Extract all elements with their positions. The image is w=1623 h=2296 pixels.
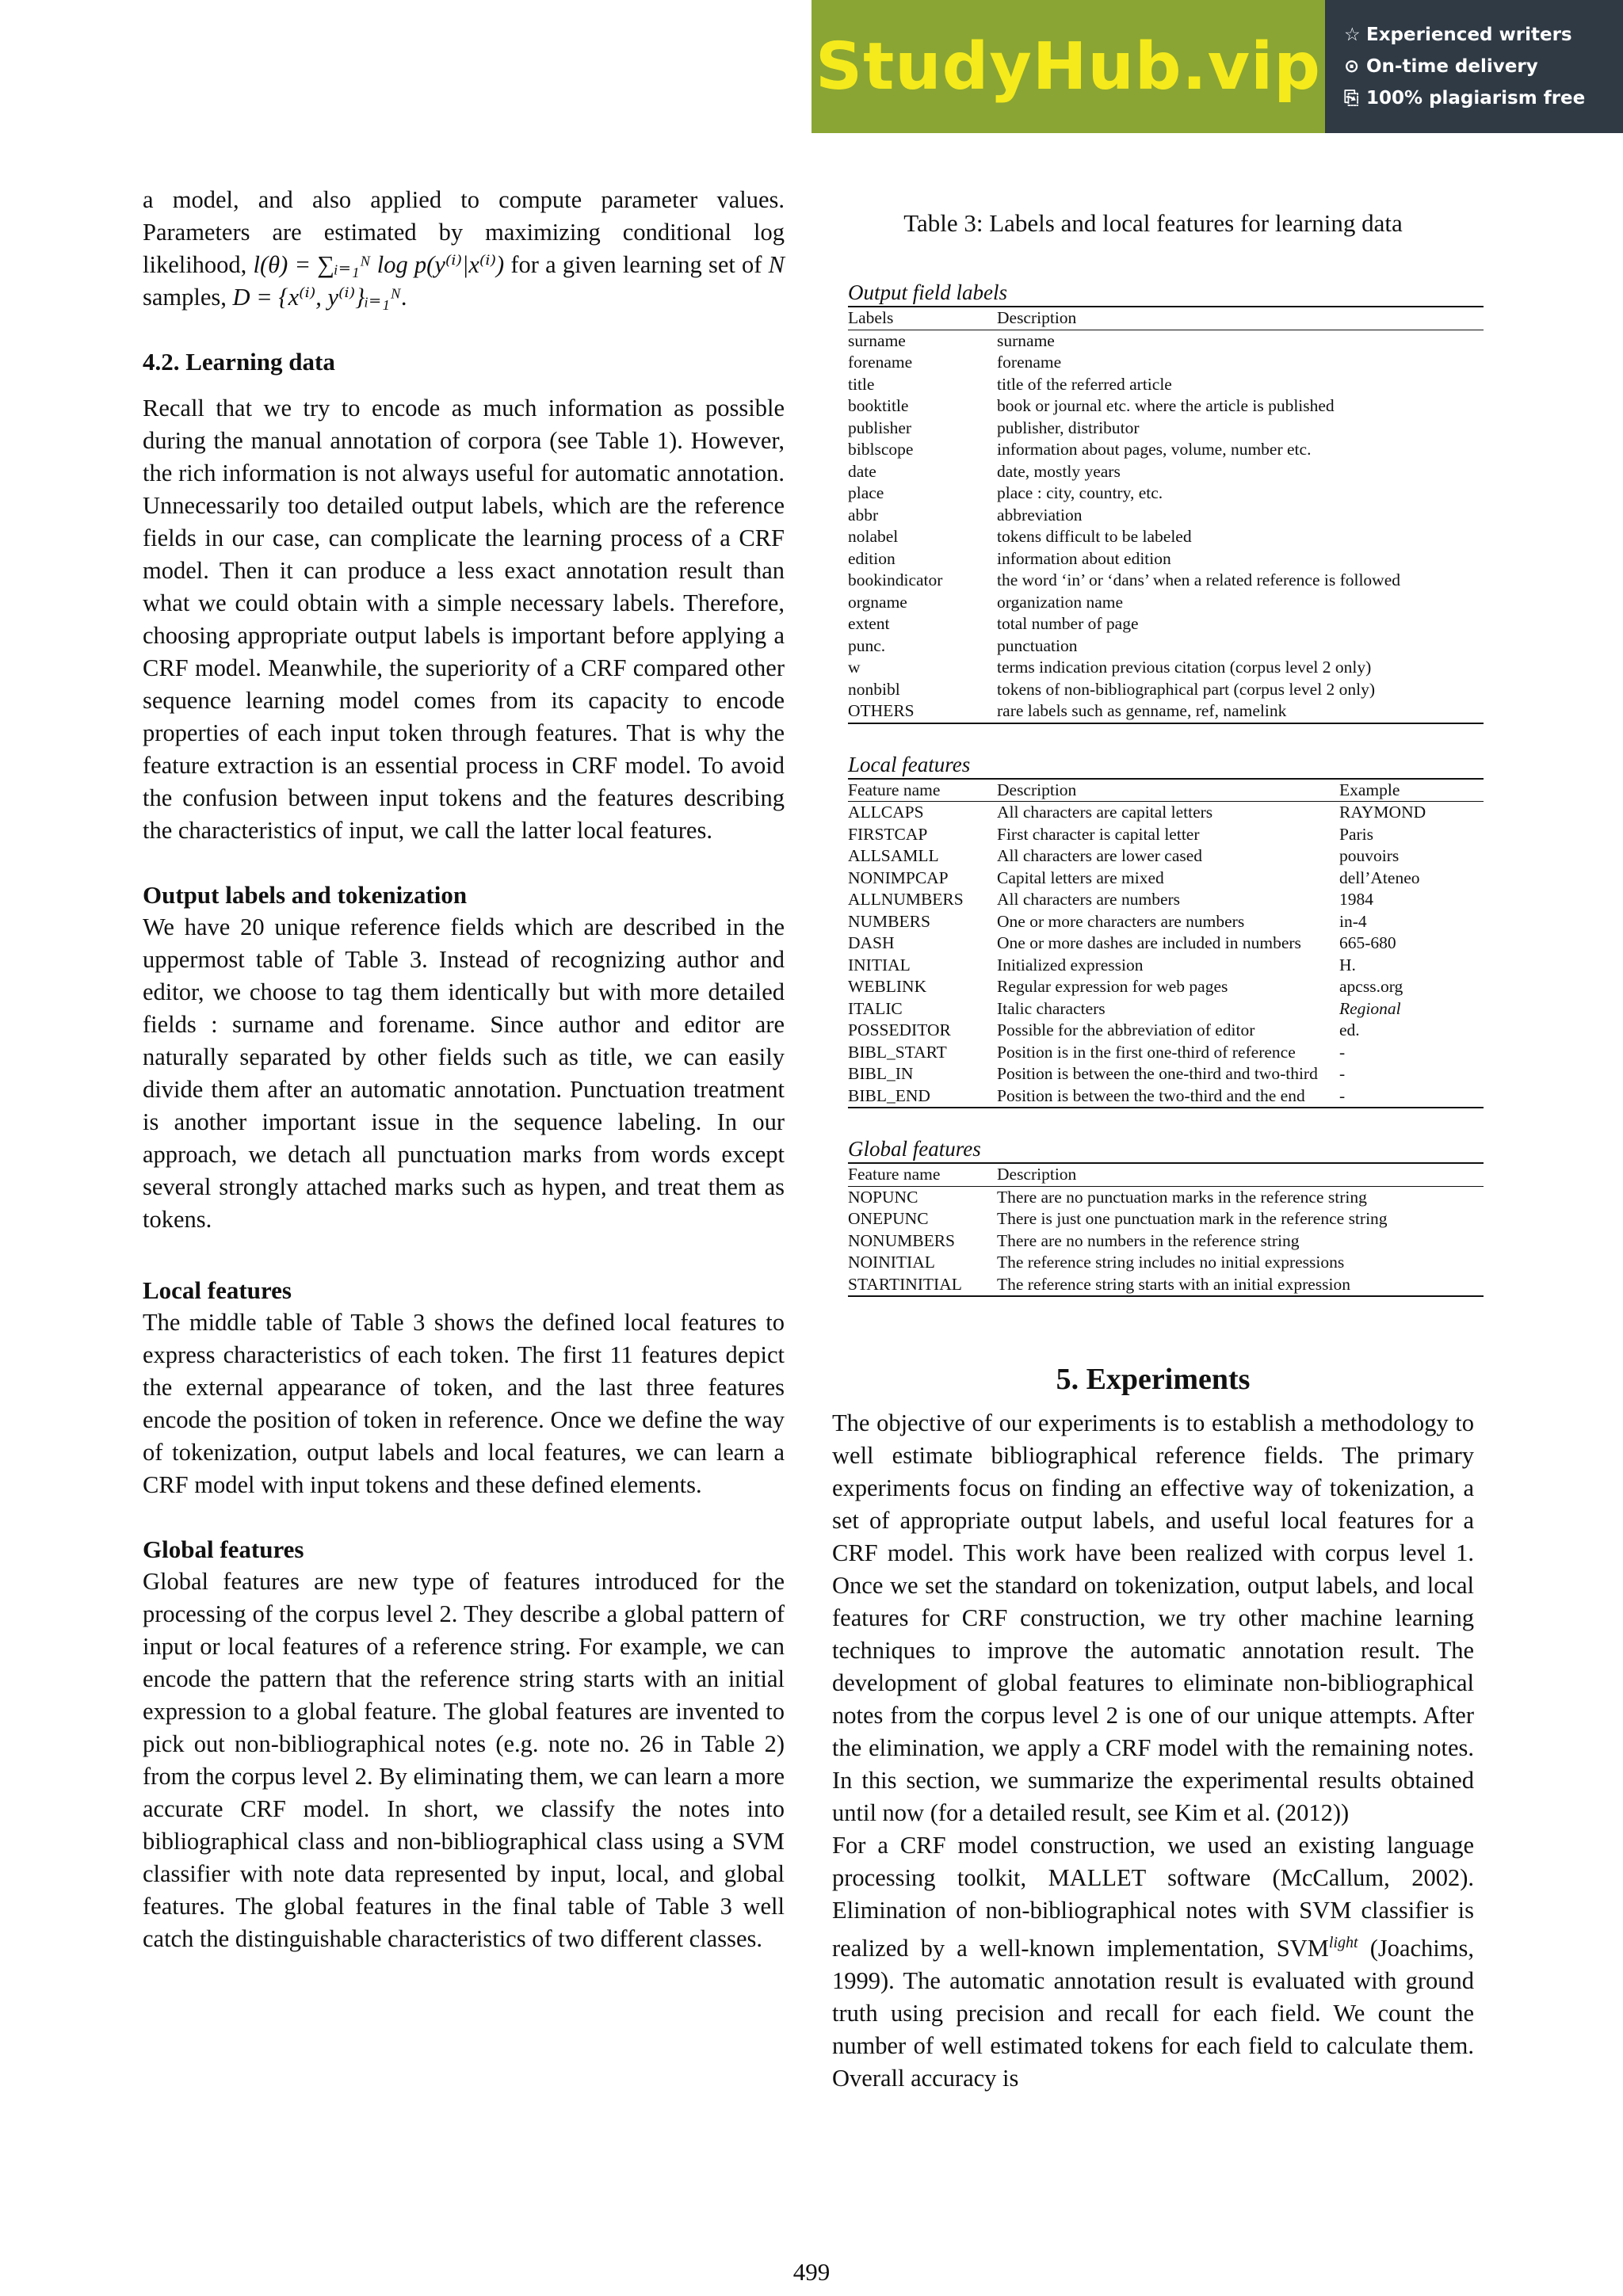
table-cell: punctuation [997,635,1078,655]
table-row [848,1252,1484,1274]
table-cell: RAYMOND [1339,803,1426,822]
table-cell: surname [848,330,906,350]
table-cell: WEBLINK [848,977,927,996]
table-cell: in-4 [1339,911,1367,931]
table-cell: - [1339,1042,1346,1062]
table-cell: POSSEDITOR [848,1020,951,1039]
subheading-output-labels: Output labels and tokenization [143,881,468,909]
table-cell: Paris [1339,824,1373,844]
local-features-table [848,751,1484,1109]
table-row [848,592,1484,614]
table-cell: rare labels such as genname, ref, namelink [997,700,1484,723]
table-cell: pouvoirs [1339,846,1400,865]
table-row [848,1042,1484,1064]
table-cell: w [848,658,861,677]
table-row [848,395,1484,418]
table-cell: nonbibl [848,679,900,699]
table-cell: nolabel [848,527,899,546]
table-cell: tokens of non-bibliographical part (corpus level 2 only) [997,679,1376,699]
table-row [848,889,1484,911]
table-cell: total number of page [997,614,1139,633]
table-row [848,439,1484,461]
table-cell: BIBL_END [848,1085,997,1108]
table-cell: publisher [848,418,912,437]
table-row [848,482,1484,505]
table-cell: INITIAL [848,955,911,974]
table-cell: There are no punctuation marks in the reference string [997,1187,1367,1207]
table-row [848,330,1484,352]
table-caption: Table 3: Labels and local features for learning data [903,209,1403,237]
table-row [848,1186,1484,1208]
output-labels-table [848,279,1484,724]
local-features-paragraph: The middle table of Table 3 shows the defined local features to express characteristics of each token. The first 11 features depict the external appearance of token, and the last three features encode the position of token in reference. Once we define the way of tokenization, output labels and local features, we can learn a CRF model with input tokens and these defined elements. [143,1309,785,1498]
table-row [848,679,1484,701]
table-cell: H. [1339,955,1356,974]
table-cell: STARTINITIAL [848,1274,997,1297]
table-cell: Regional [1339,998,1401,1018]
table-cell: place [848,483,884,502]
table-cell: apcss.org [1339,977,1403,996]
output-labels-paragraph: We have 20 unique reference fields which are described in the uppermost table of Table 3. Instead of recognizing author and editor, we choose to tag them identically but with more detailed fields : surname and forename. Since author and editor are naturally separated by other fields such as title, we can easily divide them after an automatic annotation. Punctuation treatment is another important issue in the sequence labeling. In our approach, we detach all punctuation marks from words except several strongly attached marks such as hypen, and treat them as tokens. [143,913,785,1233]
table-cell: book or journal etc. where the article is published [997,396,1335,415]
subheading-local-features: Local features [143,1276,292,1304]
table-cell: DASH [848,933,895,952]
table-cell: ed. [1339,1020,1360,1039]
table-row [848,1208,1484,1230]
global-features-paragraph: Global features are new type of features introduced for the processing of the corpus level 2. They describe a global pattern of input or local features of a reference string. For example, we can encode the pattern that the reference string starts with an initial expression to a global feature. The global features are invented to pick out non-bibliographical notes (e.g. note no. 26 in Table 2) from the corpus level 2. By eliminating them, we can learn a more accurate CRF model. In short, we classify the notes into bibliographical class and non-bibliographical class using a SVM classifier with note data represented by input, local, and global features. The global features in the final table of Table 3 well catch the distinguishable characteristics of two different classes. [143,1568,785,1952]
table-cell: booktitle [848,396,909,415]
table-cell: The reference string starts with an initial expression [997,1274,1484,1297]
table-cell: terms indication previous citation (corpus level 2 only) [997,658,1372,677]
table-cell: All characters are lower cased [997,846,1203,865]
column-header: Description [997,1164,1484,1186]
table-row [848,1230,1484,1253]
table-section-title: Local features [848,751,1484,780]
table-cell: - [1339,1085,1484,1108]
table-cell: title of the referred article [997,374,1172,394]
table-cell: bookindicator [848,570,943,589]
table-cell: ITALIC [848,998,903,1018]
table-row [848,613,1484,635]
table-section-title: Global features [848,1135,1484,1164]
table-cell: - [1339,1064,1346,1083]
table-cell: One or more characters are numbers [997,911,1245,931]
table-row [848,352,1484,374]
table-cell: ALLSAMLL [848,846,939,865]
left-column [143,184,785,1955]
table-cell: FIRSTCAP [848,824,928,844]
experiments-paragraph-1: The objective of our experiments is to establish a methodology to well estimate bibliographical reference fields. The primary experiments focus on finding an effective way of tokenization, a set of appropriate output labels, and useful local features for a CRF model. This work have been realized with corpus level 1. Once we set the standard on tokenization, output labels, and local features for CRF construction, we try other machine learning techniques to improve the automatic annotation result. The development of global features to eliminate non-bibliographical notes from the corpus level 2 is one of our unique attempts. After the elimination, we apply a CRF model with the remaining notes. In this section, we summarize the experimental results obtained until now (for a detailed result, see Kim et al. (2012)) [832,1409,1474,1826]
table-cell: NUMBERS [848,911,930,931]
table-row [848,570,1484,592]
table-cell: Position is between the two-third and the end [997,1085,1339,1108]
table-cell: information about edition [997,548,1171,568]
table-cell: There are no numbers in the reference string [997,1230,1300,1250]
section-heading-learning-data: 4.2. Learning data [143,348,335,376]
table-row [848,1020,1484,1042]
table-cell: BIBL_START [848,1042,947,1062]
table-cell: Capital letters are mixed [997,868,1164,887]
studyhub-banner[interactable] [812,0,1623,133]
table-cell: ALLCAPS [848,803,924,822]
table-row [848,1274,1484,1297]
table-row [848,461,1484,483]
table-cell: abbr [848,505,879,524]
table-cell: Regular expression for web pages [997,977,1228,996]
table-cell: Possible for the abbreviation of editor [997,1020,1255,1039]
table-row [848,526,1484,548]
table-row [848,700,1484,723]
table-row [848,976,1484,998]
table-cell: NONUMBERS [848,1230,955,1250]
table-cell: Italic characters [997,998,1106,1018]
table-cell: title [848,374,875,394]
table-cell: abbreviation [997,505,1083,524]
table-cell: ALLNUMBERS [848,890,964,909]
banner-feature: ☆ Experienced writers [1344,19,1623,51]
banner-features [1325,0,1623,133]
table-cell: Position is in the first one-third of reference [997,1042,1296,1062]
table-cell: forename [997,353,1062,372]
table-row [848,374,1484,396]
banner-feature: ⎘ 100% plagiarism free [1344,82,1623,114]
table-cell: 1984 [1339,890,1373,909]
table-cell: biblscope [848,440,914,459]
column-header: Description [997,780,1339,802]
global-features-table [848,1135,1484,1297]
table-cell: 665-680 [1339,933,1396,952]
table-cell: forename [848,353,913,372]
table-row [848,657,1484,679]
banner-logo-area [812,0,1325,133]
document-check-icon: ⎘ [1344,88,1359,109]
table-row [848,868,1484,890]
table-cell: extent [848,614,890,633]
table-row [848,845,1484,868]
table-cell: There is just one punctuation mark in the reference string [997,1209,1388,1228]
table-cell: date, mostly years [997,461,1121,481]
table-section-title: Output field labels [848,279,1484,307]
column-header: Example [1339,780,1484,802]
table-cell: All characters are numbers [997,890,1181,909]
table-row [848,911,1484,933]
table-cell: surname [997,330,1055,350]
table-cell: All characters are capital letters [997,803,1213,822]
section-title-experiments: 5. Experiments [1056,1363,1251,1396]
experiments-paragraph-2: For a CRF model construction, we used an existing language processing toolkit, MALLET software (McCallum, 2002). Elimination of non-bibliographical notes with SVM classifier is realized by a well-known implementation, $SVM^{light}$ (Joachims, 1999). The automatic annotation result is evaluated with ground truth using precision and recall for each field. We count the number of well estimated tokens for each field to calculate them. Overall accuracy is [832,1832,1474,2092]
table-cell: edition [848,548,896,568]
table-cell: One or more dashes are included in numbers [997,933,1301,952]
table-row [848,933,1484,955]
table-cell: date [848,461,876,481]
table-row [848,802,1484,824]
table-3 [848,279,1484,1324]
right-column [832,1407,1474,2095]
clock-icon: ⊙ [1344,56,1360,77]
studyhub-logo: StudyHub.vip [815,29,1321,105]
star-icon: ☆ [1344,25,1361,45]
table-cell: dell’Ateneo [1339,868,1420,887]
table-cell: publisher, distributor [997,418,1140,437]
table-cell: orgname [848,592,907,612]
table-row [848,505,1484,527]
intro-paragraph: a model, and also applied to compute parameter values. Parameters are estimated by maximizing conditional log likelihood, l(θ) = ∑ᵢ₌₁ᴺ log p(y⁽ⁱ⁾|x⁽ⁱ⁾) for a given learning set of N samples, D = {x⁽ⁱ⁾, y⁽ⁱ⁾}ᵢ₌₁ᴺ. [143,186,785,311]
table-cell: NOPUNC [848,1187,918,1207]
table-row [848,955,1484,977]
table-cell: First character is capital letter [997,824,1200,844]
table-cell: The reference string includes no initial expressions [997,1253,1345,1272]
table-cell: NOINITIAL [848,1253,935,1272]
table-cell: Position is between the one-third and two-third [997,1064,1318,1083]
table-cell: ONEPUNC [848,1209,929,1228]
learning-data-paragraph: Recall that we try to encode as much information as possible during the manual annotation of corpora (see Table 1). However, the rich information is not always useful for automatic annotation. Unnecessarily too detailed output labels, which are the reference fields in our case, can complicate the learning process of a CRF model. Then it can produce a less exact annotation result than what we could obtain with a simple necessary labels. Therefore, choosing appropriate output labels is important before applying a CRF model. Meanwhile, the superiority of a CRF compared other sequence learning model comes from its capacity to encode properties of each input token through features. That is why the feature extraction is an essential process in CRF model. To avoid the confusion between input tokens and the features describing the characteristics of input, we call the latter local features. [143,395,785,844]
table-row [848,1063,1484,1085]
column-header: Feature name [848,780,997,802]
table-cell: the word ‘in’ or ‘dans’ when a related reference is followed [997,570,1400,589]
table-cell: OTHERS [848,700,997,723]
table-cell: organization name [997,592,1124,612]
table-cell: BIBL_IN [848,1064,914,1083]
table-cell: tokens difficult to be labeled [997,527,1192,546]
table-row [848,824,1484,846]
table-row [848,418,1484,440]
subheading-global-features: Global features [143,1535,304,1563]
column-header: Description [997,307,1484,330]
banner-feature: ⊙ On-time delivery [1344,51,1623,82]
table-cell: NONIMPCAP [848,868,949,887]
table-row [848,635,1484,658]
table-row [848,998,1484,1020]
table-cell: information about pages, volume, number etc. [997,440,1312,459]
table-row [848,1085,1484,1108]
page-number: 499 [792,2258,831,2286]
table-cell: punc. [848,635,886,655]
column-header: Labels [848,307,997,330]
table-row [848,548,1484,570]
table-cell: Initialized expression [997,955,1144,974]
table-cell: place : city, country, etc. [997,483,1163,502]
column-header: Feature name [848,1164,997,1186]
